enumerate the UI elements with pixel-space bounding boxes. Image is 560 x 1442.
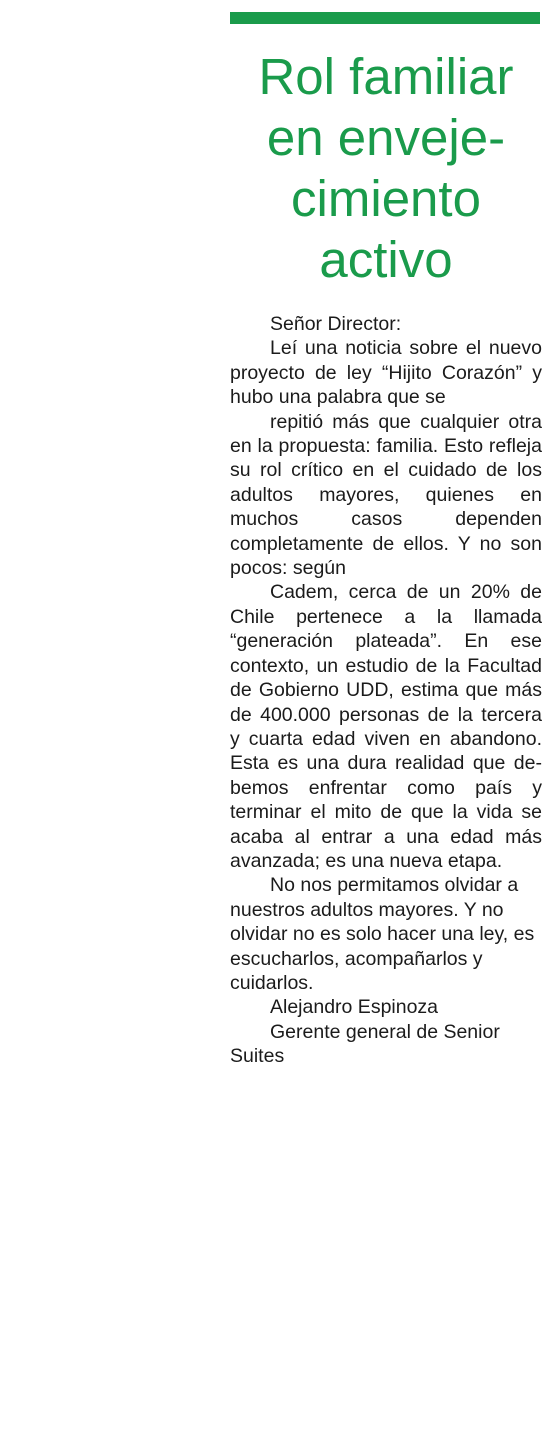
letter-body <box>230 312 542 1069</box>
headline <box>230 46 542 290</box>
salutation: Señor Director: <box>270 313 402 335</box>
top-accent-rule <box>230 12 540 24</box>
headline-line: activo <box>319 231 453 288</box>
headline-line: en enveje- <box>266 109 506 166</box>
author-name: Alejandro Espinoza <box>270 996 439 1019</box>
headline-line: cimiento <box>291 170 481 227</box>
paragraph: Leí una noticia sobre el nuevo proyecto de ley “Hijito Corazón” y hubo una palabra que se <box>230 337 542 409</box>
headline-line: Rol familiar <box>258 48 514 105</box>
paragraph: repitió más que cualquier otra en la propuesta: familia. Esto refleja su rol crítico en el cuidado de los adultos mayores, quienes en muchos casos dependen completamente de ellos. Y no son pocos: según <box>230 410 542 580</box>
paragraph: No nos permitamos olvidar a nuestros adultos mayores. Y no olvidar no es solo hacer una ley, es escucharlos, acompañarlos y cuidarlos. <box>230 874 535 994</box>
paragraph: Cadem, cerca de un 20% de Chile pertenece a la llamada “generación plateada”. En ese contexto, un estudio de la Facultad de Gobierno UDD, estima que más de 400.000 personas de la tercera y cuarta edad viven en abandono. Esta es una dura realidad que debemos enfrentar como país y terminar el mito de que la vida se acaba al entrar a una edad más avanzada; es una nueva etapa. <box>230 581 542 872</box>
author-title: Gerente general de Senior Suites <box>230 1020 500 1068</box>
letter-article <box>230 12 542 1069</box>
